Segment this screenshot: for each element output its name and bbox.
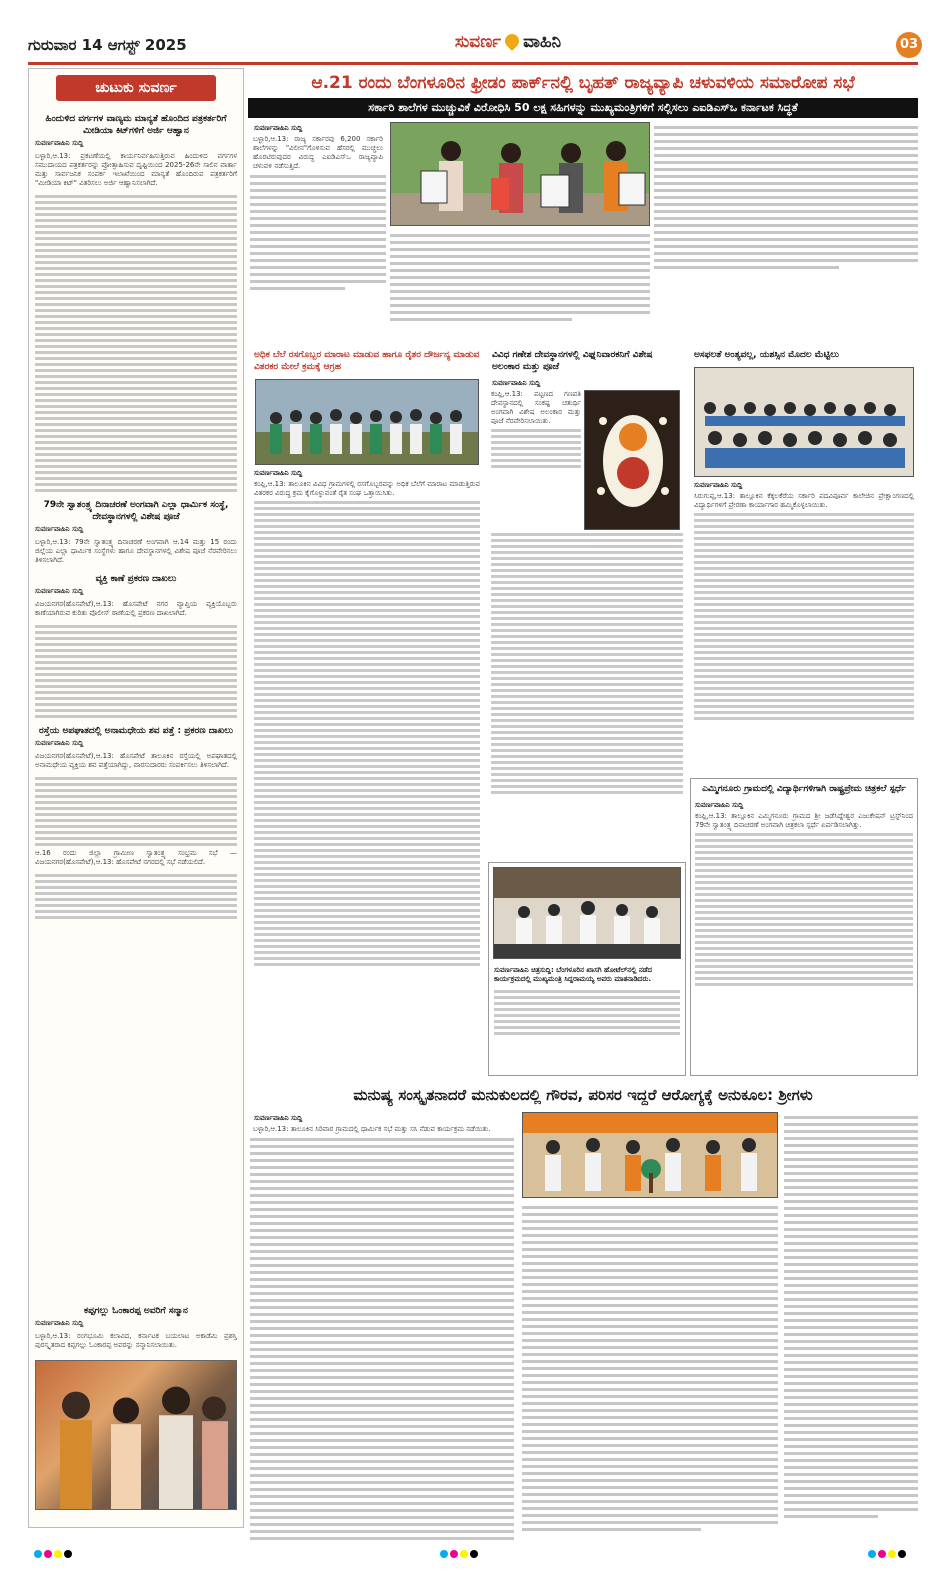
header-rule xyxy=(28,62,918,65)
photo-story xyxy=(488,862,686,1076)
story-body-lines xyxy=(29,625,243,718)
left-story-5 xyxy=(29,849,243,919)
farmers-protest-icon xyxy=(256,380,479,465)
bottom-story-headline: ಮನುಷ್ಯ ಸಂಸ್ಕೃತನಾದರೆ ಮನುಕುಲದಲ್ಲಿ ಗೌರವ, ಪರಿಸರ ಇದ್ದರೆ ಆರೋಗ್ಯಕ್ಕೆ ಅನುಕೂಲ: ಶ್ರೀಗಳು xyxy=(353,1086,813,1104)
story-byline: ಸುವರ್ಣವಾಹಿನಿ ಸುದ್ದಿ xyxy=(695,801,744,809)
lead-subheadline: ಸರ್ಕಾರಿ ಶಾಲೆಗಳ ಮುಚ್ಚುವಿಕೆ ವಿರೋಧಿಸಿ 50 ಲಕ್ಷ ಸಹಿಗಳನ್ನು ಮುಖ್ಯಮಂತ್ರಿಗಳಿಗೆ ಸಲ್ಲಿಸಲು ಎಐಡಿಎಸ್‌ಒ ಕರ್ನಾಟಕ ಸಿದ್ಧತೆ xyxy=(248,98,918,118)
story-lead: ಕಂಪ್ಲಿ,ಆ.13: ತಾಲೂಕಿನ ವಿವಿಧ ಗ್ರಾಮಗಳಲ್ಲಿ ರಸಗೊಬ್ಬರವನ್ನು ಅಧಿಕ ಬೆಲೆಗೆ ಮಾರಾಟ ಮಾಡುತ್ತಿರುವ ವಿತರಕರ ವಿರುದ್ಧ ಕ್ರಮ ಕೈಗೊಳ್ಳುವಂತೆ ರೈತ ಸಂಘ ಒತ್ತಾಯಿಸಿತು. xyxy=(254,480,480,497)
story-body-lines xyxy=(29,777,243,846)
registration-marks-left xyxy=(34,1550,72,1558)
bottom-story-col-2 xyxy=(522,1202,778,1542)
story-lead: ಬಳ್ಳಾರಿ,ಆ.13: ಪ್ರಕಟಣೆಯಲ್ಲಿ ಕಾರ್ಯನಿರ್ವಹಿಸುತ್ತಿರುವ ಹಿಂದುಳಿದ ವರ್ಗಗಳ ಸಮುದಾಯದ ಪತ್ರಕರ್ತರನ್ನು ಪ್ರೋತ್ಸಾಹಿಸುವ ದೃಷ್ಟಿಯಿಂದ 2025-26ನೇ ಸಾಲಿನ ವಾರ್ತಾ ಮತ್ತು ಸಾರ್ವಜನಿಕ ಸಂಪರ್ಕ ಇಲಾಖೆಯಿಂದ ಮಾನ್ಯತೆ ಹೊಂದಿರುವ ಪತ್ರಕರ್ತರಿಗೆ "ಮೀಡಿಯಾ ಕಿಟ್" ವಿತರಿಸಲು ಅರ್ಜಿ ಆಹ್ವಾನಿಸಲಾಗಿದೆ. xyxy=(35,152,237,187)
story-byline: ಸುವರ್ಣವಾಹಿನಿ ಸುದ್ದಿ xyxy=(35,587,84,595)
drawing-story xyxy=(690,778,918,1076)
success-story xyxy=(690,345,918,770)
story-byline: ಸುವರ್ಣವಾಹಿನಿ ಸುದ್ದಿ xyxy=(35,139,84,147)
story-lead: ಬಳ್ಳಾರಿ,ಆ.13: ರಾಜ್ಯ ಸರ್ಕಾರವು 6,200 ಸರ್ಕಾರಿ ಶಾಲೆಗಳನ್ನು "ವಿಲೀನ"ಗೊಳಿಸುವ ಹೆಸರಲ್ಲಿ ಮುಚ್ಚಲು ಹೊರಟಿರುವುದರ ವಿರುದ್ಧ ಎಐಡಿಎಸ್‌ಒ ರಾಜ್ಯವ್ಯಾಪಿ ಚಳುವಳಿ ನಡೆಸುತ್ತಿದೆ. xyxy=(253,135,383,170)
left-column xyxy=(28,68,244,1528)
masthead xyxy=(408,32,608,60)
flame-logo-icon xyxy=(502,31,522,51)
farmers-story xyxy=(250,345,484,1075)
page-number-badge: 03 xyxy=(896,32,922,58)
story-title: ವಿವಿಧ ಗಣೇಶ ದೇವಸ್ಥಾನಗಳಲ್ಲಿ ವಿಘ್ನನಿವಾರಕನಿಗೆ ವಿಶೇಷ ಅಲಂಕಾರ ಮತ್ತು ಪೂಜೆ xyxy=(492,350,653,372)
story-title: ಎಮ್ಮಿಗನೂರು ಗ್ರಾಮದಲ್ಲಿ ವಿದ್ಯಾರ್ಥಿಗಳಿಗಾಗಿ ರಾಷ್ಟ್ರಪ್ರೇಮ ಚಿತ್ರಕಲೆ ಸ್ಪರ್ಧೆ xyxy=(702,784,906,794)
left-story-1 xyxy=(29,109,243,492)
bottom-photo xyxy=(522,1112,778,1198)
story-byline: ಸುವರ್ಣವಾಹಿನಿ ಸುದ್ದಿ xyxy=(35,525,84,533)
page-header xyxy=(28,32,918,60)
left-story-6 xyxy=(29,1301,243,1516)
left-story-4 xyxy=(29,721,243,846)
masthead-right: ವಾಹಿನಿ xyxy=(523,32,562,52)
ganesha-idol-icon xyxy=(585,391,680,530)
story-title: ಅಧಿಕ ಬೆಲೆ ರಸಗೊಬ್ಬರ ಮಾರಾಟ ಮಾಡುವ ಹಾಗೂ ರೈತರ ದೌರ್ಜನ್ಯ ಮಾಡುವ ವಿತರಕರ ಮೇಲೆ ಕ್ರಮಕ್ಕೆ ಆಗ್ರಹ xyxy=(254,350,480,372)
conference-stage-icon xyxy=(494,868,681,959)
lead-photo xyxy=(390,122,650,226)
story-lead: ಸಿರುಗುಪ್ಪ,ಆ.13: ತಾಲ್ಲೂಕಿನ ಕೆಕ್ಕಲಕೆರೆಯ ಸರ್ಕಾರಿ ಪದವಿಪೂರ್ವ ಕಾಲೇಜಿನ ಪ್ರೇಕ್ಷಾಂಗಣದಲ್ಲಿ ವಿದ್ಯಾರ್ಥಿಗಳಿಗೆ ಪ್ರೇರಣಾ ಕಾರ್ಯಾಗಾರ ಹಮ್ಮಿಕೊಳ್ಳಲಾಯಿತು. xyxy=(694,492,914,509)
story-lead: ಬಳ್ಳಾರಿ,ಆ.13: ರಂಗಭೂಮಿ ಕಲಾವಿದ, ಕರ್ನಾಟಕ ಬಯಲಾಟ ಅಕಾಡೆಮಿ ಪ್ರಶಸ್ತಿ ಪುರಸ್ಕೃತರಾದ ಕಪ್ಪಗಲ್ಲು ಓಂಕಾರಪ್ಪ ಅವರನ್ನು ಸನ್ಮಾನಿಸಲಾಯಿತು. xyxy=(35,1332,237,1349)
story-title: ಕಪ್ಪಗಲ್ಲು ಓಂಕಾರಪ್ಪ ಅವರಿಗೆ ಸನ್ಮಾನ xyxy=(84,1306,188,1316)
story-lead: ಕಂಪ್ಲಿ,ಆ.13: ಪಟ್ಟಣದ ಗಣಪತಿ ದೇವಸ್ಥಾನದಲ್ಲಿ ಸಂಕಷ್ಟ ಚತುರ್ಥಿ ಅಂಗವಾಗಿ ವಿಶೇಷ ಅಲಂಕಾರ ಮತ್ತು ಪೂಜೆ ನೆರವೇರಿಸಲಾಯಿತು. xyxy=(491,390,581,425)
story-byline: ಸುವರ್ಣವಾಹಿನಿ ಸುದ್ದಿ xyxy=(694,481,743,489)
people-silhouette-icon xyxy=(36,1361,236,1509)
story-body-lines xyxy=(691,833,917,986)
story-title: ರಸ್ತೆಯ ಅಪಘಾತದಲ್ಲಿ ಅನಾಮಧೇಯ ಶವ ಪತ್ತೆ : ಪ್ರಕರಣ ದಾಖಲು xyxy=(39,726,233,736)
issue-date: ಗುರುವಾರ 14 ಆಗಸ್ಟ್ 2025 xyxy=(28,36,187,54)
registration-marks-right xyxy=(868,1550,906,1558)
caption-lines xyxy=(489,990,685,1035)
story-lead: ಆ.16 ರಂದು ಜಿಲ್ಲಾ ಗ್ರಾಮೀಣ ಸ್ವಾತಂತ್ರ್ಯ ಸಂಭ್ರಮ ಸಭೆ — ವಿಜಯನಗರ(ಹೊಸಪೇಟೆ),ಆ.13: ಹೊಸಪೇಟೆ ನಗರದಲ್ಲಿ ಸಭೆ ನಡೆಯಲಿದೆ. xyxy=(35,849,237,866)
tree-planting-event-icon xyxy=(523,1113,778,1198)
students-holding-posters-icon xyxy=(391,123,650,226)
left-story-3 xyxy=(29,569,243,718)
story-body-lines xyxy=(690,513,918,720)
registration-marks-center xyxy=(440,1550,478,1558)
story-byline: ಸುವರ್ಣವಾಹಿನಿ ಸುದ್ದಿ xyxy=(254,124,303,132)
lead-headline: ಆ.21 ರಂದು ಬೆಂಗಳೂರಿನ ಫ್ರೀಡಂ ಪಾರ್ಕ್‌ನಲ್ಲಿ ಬೃಹತ್ ರಾಜ್ಯವ್ಯಾಪಿ ಚಳುವಳಿಯ ಸಮಾರೋಪ ಸಭೆ xyxy=(311,73,855,93)
section-badge: ಚುಟುಕು ಸುವರ್ಣ xyxy=(56,75,216,101)
bottom-story-col-1 xyxy=(250,1112,514,1542)
felicitation-photo xyxy=(35,1360,237,1510)
story-body-lines xyxy=(488,533,686,794)
lead-story-col-1 xyxy=(250,122,386,342)
photo-caption: ಸುವರ್ಣವಾಹಿನಿ ಚಿತ್ರಸುದ್ದಿ: ಬೆಂಗಳೂರಿನ ಖಾಸಗಿ ಹೋಟೆಲ್‌ನಲ್ಲಿ ನಡೆದ ಕಾರ್ಯಕ್ರಮದಲ್ಲಿ ಮುಖ್ಯಮಂತ್ರಿ ಸಿದ್ದರಾಮಯ್ಯ ಅವರು ಮಾತನಾಡಿದರು. xyxy=(494,966,653,983)
story-body-lines xyxy=(250,501,484,966)
story-title: ಅಸಫಲತೆ ಅಂತ್ಯವಲ್ಲ, ಯಶಸ್ಸಿನ ಮೊದಲ ಮೆಟ್ಟಿಲು xyxy=(694,350,839,360)
story-lead: ಬಳ್ಳಾರಿ,ಆ.13: ತಾಲೂಕಿನ ಸಿರಿವಾರ ಗ್ರಾಮದಲ್ಲಿ ಧಾರ್ಮಿಕ ಸಭೆ ಮತ್ತು ಸಸಿ ನೆಡುವ ಕಾರ್ಯಕ್ರಮ ನಡೆಯಿತು. xyxy=(253,1125,491,1133)
ganesha-story xyxy=(488,345,686,857)
story-byline: ಸುವರ್ಣವಾಹಿನಿ ಸುದ್ದಿ xyxy=(492,379,541,387)
story-lead: ಕಂಪ್ಲಿ,ಆ.13: ತಾಲ್ಲೂಕಿನ ಎಮ್ಮಿಗನೂರು ಗ್ರಾಮದ ಶ್ರೀ ಜಡೆಸಿದ್ದೇಶ್ವರ ಎಜುಕೇಷನ್ ಟ್ರಸ್ಟ್‌ನಿಂದ 79ನೇ ಸ್ವಾತಂತ್ರ್ಯ ದಿನಾಚರಣೆ ಅಂಗವಾಗಿ ಚಿತ್ರಕಲಾ ಸ್ಪರ್ಧೆ ಏರ್ಪಡಿಸಲಾಗಿತ್ತು. xyxy=(695,812,913,829)
story-lead: ಬಳ್ಳಾರಿ,ಆ.13: 79ನೇ ಸ್ವಾತಂತ್ರ್ಯ ದಿನಾಚರಣೆ ಅಂಗವಾಗಿ ಆ.14 ಮತ್ತು 15 ರಂದು ಜಿಲ್ಲೆಯ ಎಲ್ಲಾ ಧಾರ್ಮಿಕ ಸಂಸ್ಥೆಗಳು ಹಾಗೂ ದೇವಸ್ಥಾನಗಳಲ್ಲಿ ವಿಶೇಷ ಪೂಜೆ ನೆರವೇರಿಸಲು ತಿಳಿಸಲಾಗಿದೆ. xyxy=(35,538,237,564)
story-title: ಹಿಂದುಳಿದ ವರ್ಗಗಳ ವಾಣ್ಯಮ ಮಾನ್ಯತೆ ಹೊಂದಿದ ಪತ್ರಕರ್ತರಿಗೆ ಮೀಡಿಯಾ ಕಿಟ್‌ಗಳಿಗೆ ಅರ್ಜಿ ಆಹ್ವಾನ xyxy=(45,114,227,136)
bottom-story-col-3 xyxy=(784,1112,918,1542)
story-lead: ವಿಜಯನಗರ(ಹೊಸಪೇಟೆ),ಆ.13: ಹೊಸಪೇಟೆ ನಗರ ವ್ಯಾಪ್ತಿಯ ವ್ಯಕ್ತಿಯೊಬ್ಬರು ಕಾಣೆಯಾಗಿರುವ ಕುರಿತು ಪೊಲೀಸ್ ಠಾಣೆಯಲ್ಲಿ ಪ್ರಕರಣ ದಾಖಲಾಗಿದೆ. xyxy=(35,600,237,617)
story-body-lines xyxy=(29,195,243,492)
lead-story-col-3 xyxy=(654,122,918,342)
story-title: ವ್ಯಕ್ತಿ ಕಾಣೆ ಪ್ರಕರಣ ದಾಖಲು xyxy=(95,574,177,584)
masthead-left: ಸುವರ್ಣ xyxy=(454,32,502,52)
story-byline: ಸುವರ್ಣವಾಹಿನಿ ಸುದ್ದಿ xyxy=(35,739,84,747)
lead-story-col-2 xyxy=(390,230,650,342)
story-lead: ವಿಜಯನಗರ(ಹೊಸಪೇಟೆ),ಆ.13: ಹೊಸಪೇಟೆ ತಾಲೂಕಿನ ರಸ್ತೆಯಲ್ಲಿ ಅಪಘಾತದಲ್ಲಿ ಅನಾಮಧೇಯ ವ್ಯಕ್ತಿಯ ಶವ ಪತ್ತೆಯಾಗಿದ್ದು, ವಾರಸುದಾರರು ಸಂಪರ್ಕಿಸಲು ತಿಳಿಸಲಾಗಿದೆ. xyxy=(35,752,237,769)
classroom-audience-icon xyxy=(695,368,914,477)
story-byline: ಸುವರ್ಣವಾಹಿನಿ ಸುದ್ದಿ xyxy=(35,1319,84,1327)
story-title: 79ನೇ ಸ್ವಾತಂತ್ರ್ಯ ದಿನಾಚರಣೆ ಅಂಗವಾಗಿ ಎಲ್ಲಾ ಧಾರ್ಮಿಕ ಸಂಸ್ಥೆ, ದೇವಸ್ಥಾನಗಳಲ್ಲಿ ವಿಶೇಷ ಪೂಜೆ xyxy=(43,500,229,522)
students-photo xyxy=(694,367,914,477)
ganesha-photo xyxy=(584,390,680,530)
farmers-photo xyxy=(255,379,479,465)
cm-event-photo xyxy=(493,867,681,959)
left-story-2 xyxy=(29,495,243,569)
story-body-lines xyxy=(29,874,243,919)
story-byline: ಸುವರ್ಣವಾಹಿನಿ ಸುದ್ದಿ xyxy=(254,469,303,477)
story-byline: ಸುವರ್ಣವಾಹಿನಿ ಸುದ್ದಿ xyxy=(254,1114,303,1122)
